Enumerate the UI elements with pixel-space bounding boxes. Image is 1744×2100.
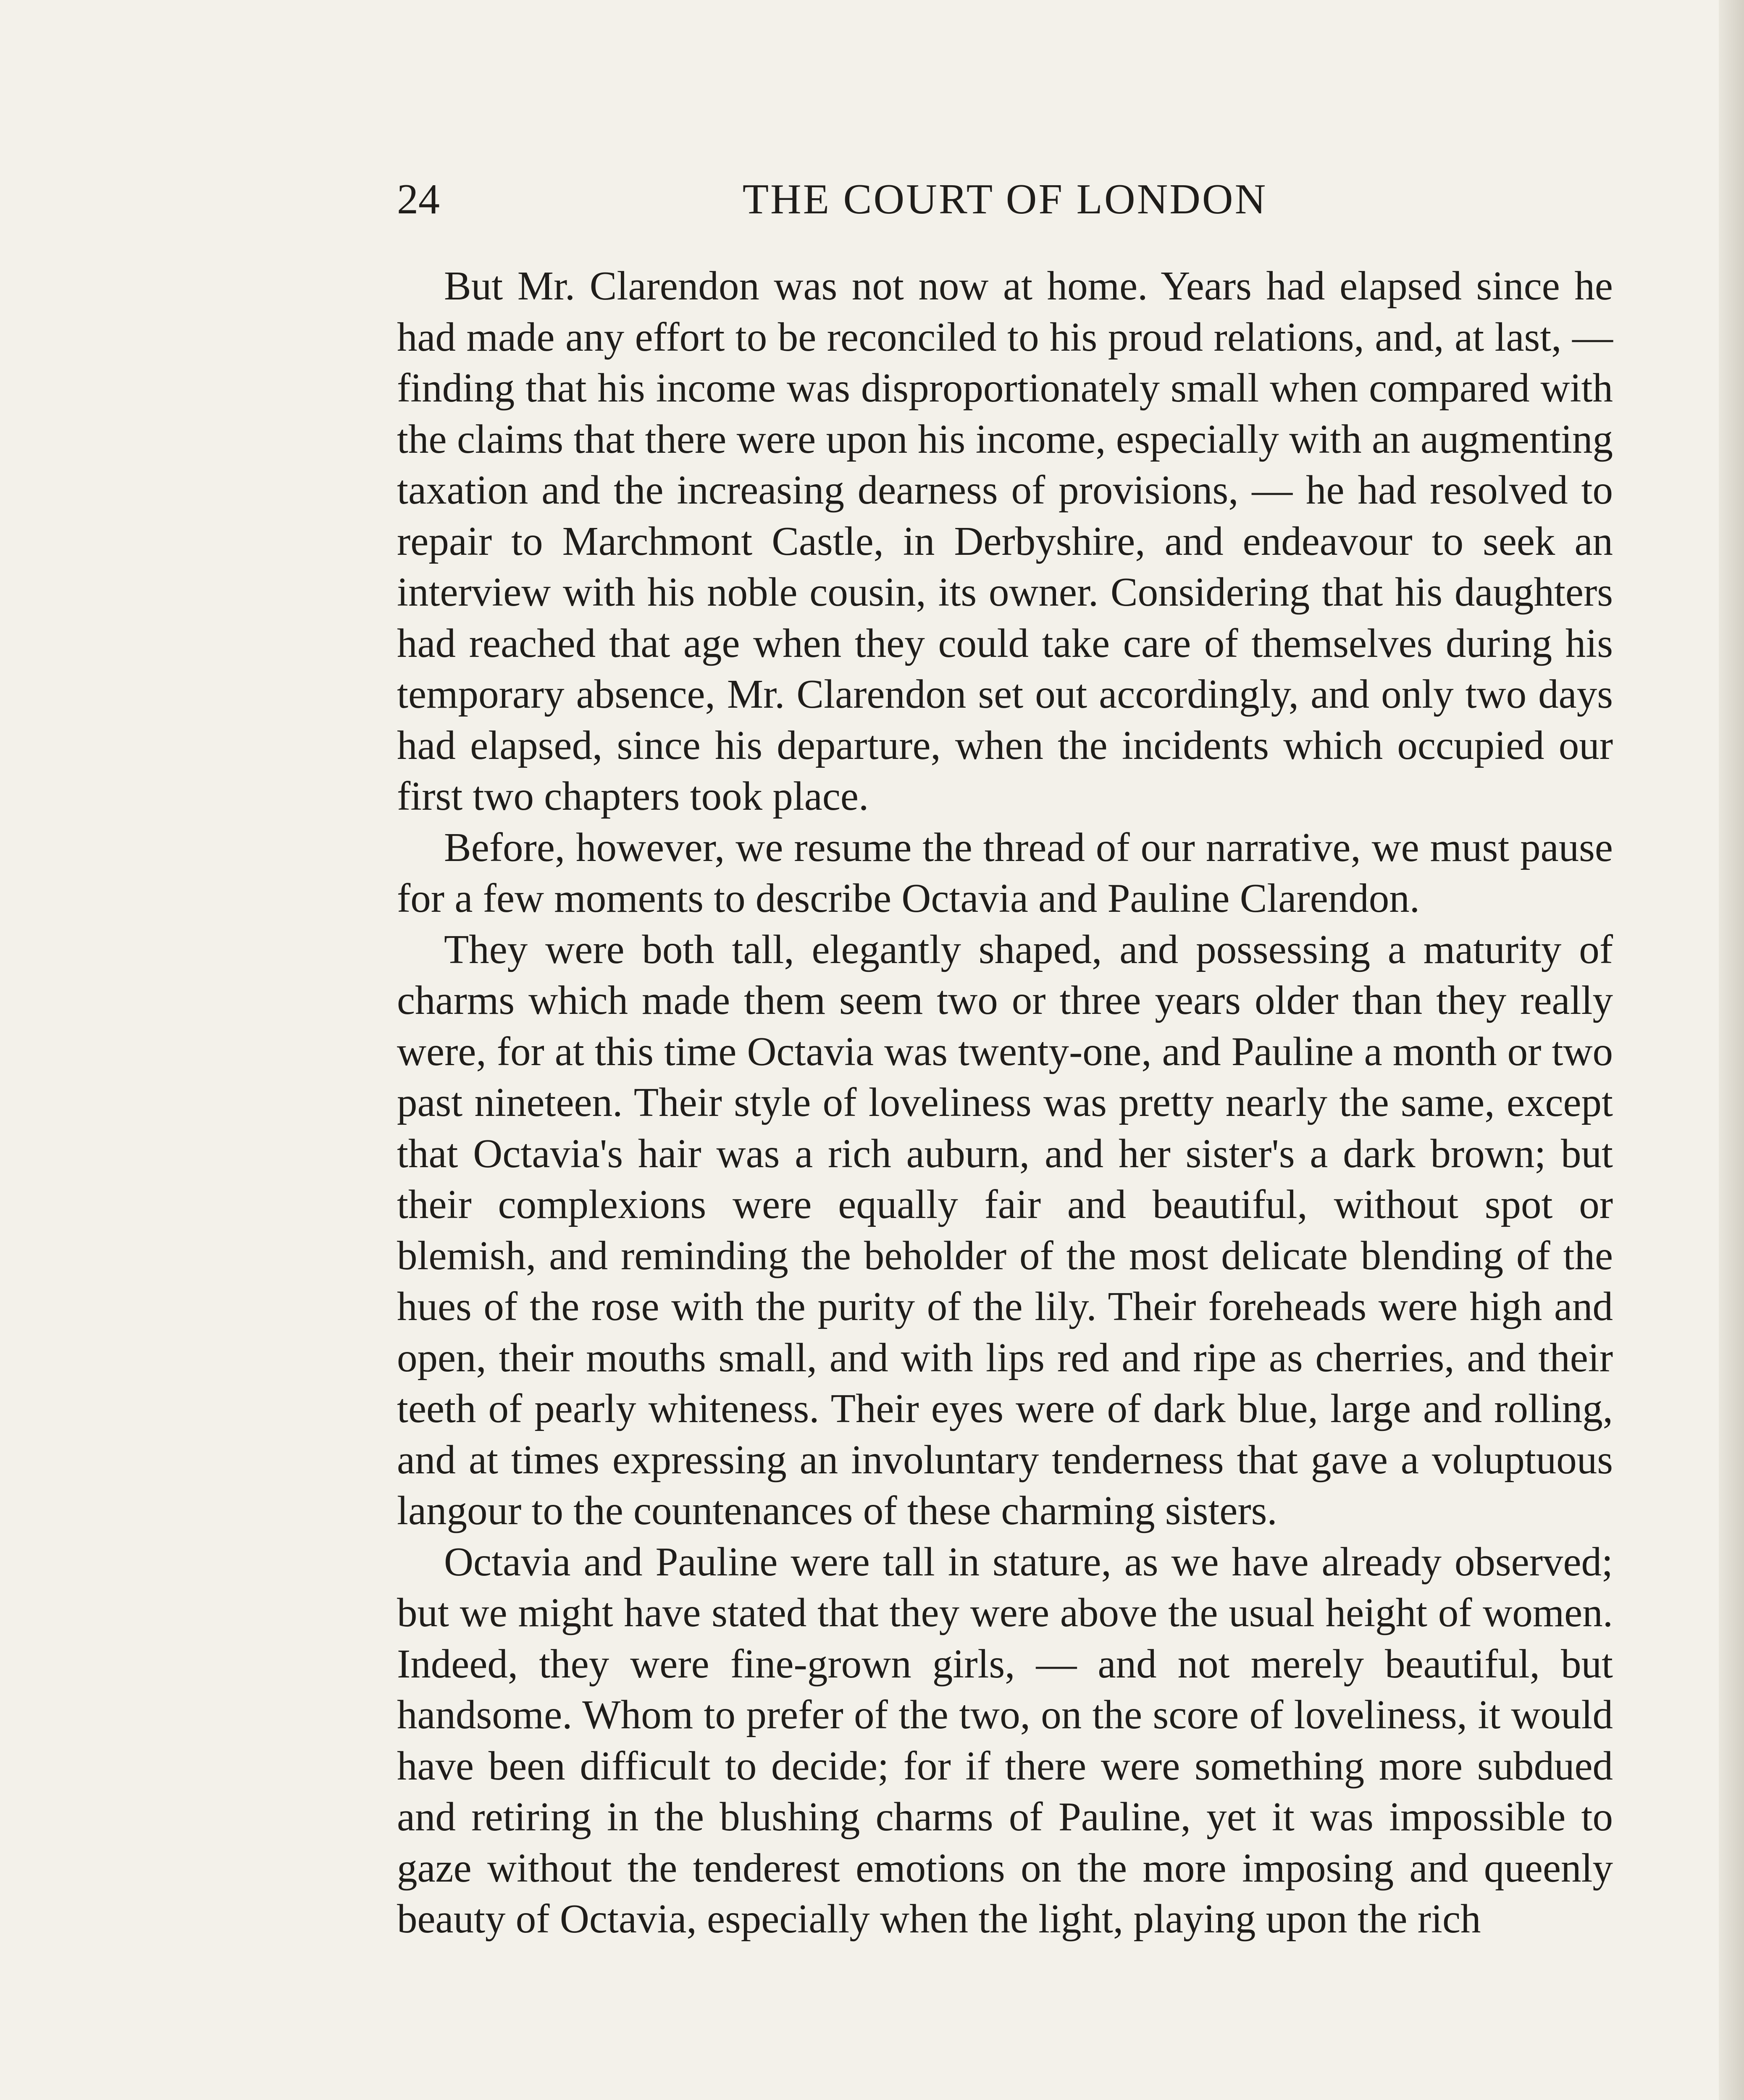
book-page bbox=[397, 0, 1613, 2100]
page-header bbox=[397, 170, 1613, 229]
body-text bbox=[397, 260, 1613, 1945]
paragraph-3: They were both tall, elegantly shaped, and possessing a maturity of charms which made them seem two or three years older than they really were, for at this time Octavia was twenty-one, and Pauline a month or two past nineteen. Their style of loveliness was pretty nearly the same, except that Octavia's hair was a rich auburn, and her sister's a dark brown; but their complexions were equally fair and beautiful, without spot or blemish, and reminding the beholder of the most delicate blending of the hues of the rose with the purity of the lily. Their foreheads were high and open, their mouths small, and with lips red and ripe as cherries, and their teeth of pearly whiteness. Their eyes were of dark blue, large and rolling, and at times expressing an involuntary tenderness that gave a voluptuous langour to the countenances of these charming sisters. bbox=[397, 927, 1613, 1533]
paragraph-4: Octavia and Pauline were tall in stature, as we have already observed; but we might have stated that they were above the usual height of women. Indeed, they were fine-grown girls, — and not merely beautiful, but handsome. Whom to prefer of the two, on the score of loveliness, it would have been difficult to decide; for if there were something more subdued and retiring in the blushing charms of Pauline, yet it was impossible to gaze without the tenderest emotions on the more imposing and queenly beauty of Octavia, especially when the light, playing upon the rich bbox=[397, 1539, 1613, 1941]
paragraph-1: But Mr. Clarendon was not now at home. Years had elapsed since he had made any effort to be reconciled to his proud relations, and, at last, — finding that his income was disproportionately small when compared with the claims that there were upon his income, especially with an augmenting taxation and the increasing dearness of provisions, — he had resolved to repair to Marchmont Castle, in Derbyshire, and endeavour to seek an interview with his noble cousin, its owner. Considering that his daughters had reached that age when they could take care of themselves during his temporary absence, Mr. Clarendon set out accordingly, and only two days had elapsed, since his departure, when the incidents which occupied our first two chapters took place. bbox=[397, 263, 1613, 819]
page-edge-shadow bbox=[1719, 0, 1744, 2100]
paragraph-2: Before, however, we resume the thread of our narrative, we must pause for a few moments to describe Octavia and Pauline Clarendon. bbox=[397, 824, 1613, 921]
running-title: THE COURT OF LONDON bbox=[742, 176, 1268, 223]
page-number: 24 bbox=[397, 176, 440, 223]
